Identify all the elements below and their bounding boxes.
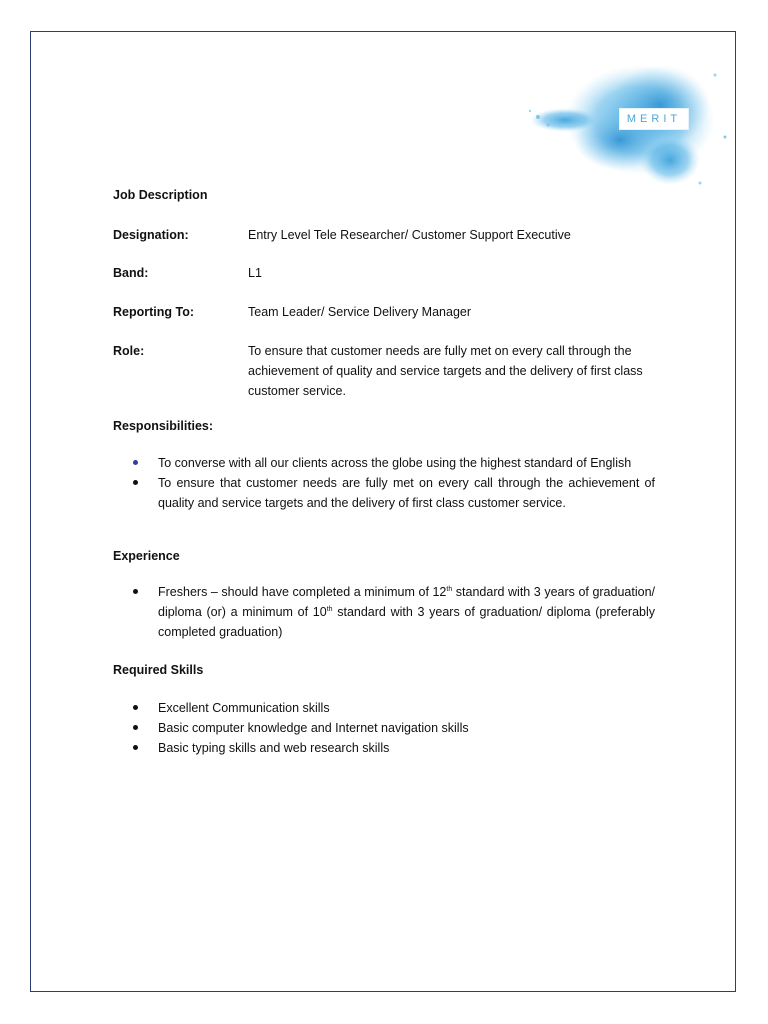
skills-list — [133, 698, 655, 758]
merit-logo — [520, 45, 735, 195]
list-item: Basic typing skills and web research skills — [133, 738, 655, 758]
list-item: Excellent Communication skills — [133, 698, 655, 718]
list-item: Freshers – should have completed a minimum of 12th standard with 3 years of graduation/ diploma (or) a minimum of 10th standard with 3 years of graduation/ diploma (preferably completed graduation) — [133, 582, 655, 642]
bullet-icon — [133, 460, 138, 465]
bullet-icon — [133, 589, 138, 594]
document-title: Job Description — [113, 188, 208, 202]
bullet-icon — [133, 705, 138, 710]
list-item: To ensure that customer needs are fully met on every call through the achievement of quality and service targets and the delivery of first class customer service. — [133, 473, 655, 513]
bullet-icon — [133, 725, 138, 730]
list-item: To converse with all our clients across the globe using the highest standard of English — [133, 453, 655, 473]
responsibilities-list — [133, 453, 655, 513]
list-item: Basic computer knowledge and Internet navigation skills — [133, 718, 655, 738]
bullet-icon — [133, 745, 138, 750]
experience-heading: Experience — [113, 549, 180, 563]
reporting-to-value: Team Leader/ Service Delivery Manager — [248, 305, 472, 319]
role-label: Role: — [113, 344, 145, 358]
band-label: Band: — [113, 266, 149, 280]
required-skills-heading: Required Skills — [113, 663, 204, 677]
reporting-to-label: Reporting To: — [113, 305, 194, 319]
experience-list — [133, 582, 655, 642]
role-value: To ensure that customer needs are fully met on every call through the achievement of quality and service targets and the delivery of first class customer service. — [248, 344, 643, 398]
bullet-icon — [133, 480, 138, 485]
designation-label: Designation: — [113, 228, 189, 242]
designation-value: Entry Level Tele Researcher/ Customer Support Executive — [248, 228, 571, 242]
responsibilities-heading: Responsibilities: — [113, 419, 214, 433]
band-value: L1 — [248, 266, 262, 280]
logo-text: MERIT — [619, 108, 689, 130]
